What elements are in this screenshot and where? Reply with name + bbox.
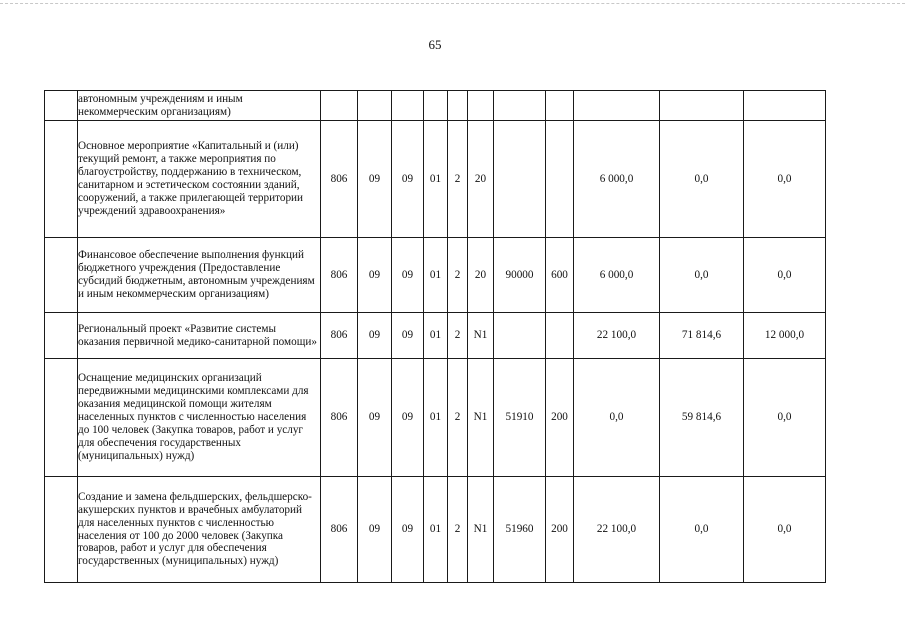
description-cell: Оснащение медицинских организаций передвижными медицинскими комплексами для оказания медицинской помощи жителям населенных пунктов с численностью населения до 100 человек (Закупка товаров, работ и услуг для обеспечения государственных (муниципальных) нужд) <box>78 359 321 477</box>
expense-type-cell <box>546 121 574 238</box>
blank-cell <box>45 477 78 583</box>
direction-code-cell: 51910 <box>494 359 546 477</box>
table-row <box>45 91 826 121</box>
blank-cell <box>45 91 78 121</box>
table-row <box>45 477 826 583</box>
amount-2019-cell: 22 100,0 <box>574 477 660 583</box>
scan-top-edge <box>0 3 905 4</box>
description-cell: Создание и замена фельдшерских, фельдшерско-акушерских пунктов и врачебных амбулаторий для населенных пунктов с численностью населения от 100 до 2000 человек (Закупка товаров, работ и услуг для обеспечения государственных (муниципальных) нужд) <box>78 477 321 583</box>
amount-2019-cell: 6 000,0 <box>574 238 660 313</box>
amount-2020-cell: 59 814,6 <box>660 359 744 477</box>
grbs-cell: 806 <box>321 313 358 359</box>
description-cell: Финансовое обеспечение выполнения функций бюджетного учреждения (Предоставление субсидий бюджетным, автономным учреждениям и иным некоммерческим организациям) <box>78 238 321 313</box>
table-row <box>45 313 826 359</box>
section-cell: 09 <box>358 313 392 359</box>
expense-type-cell: 600 <box>546 238 574 313</box>
expense-type-cell <box>546 313 574 359</box>
main-activity-cell: N1 <box>468 313 494 359</box>
direction-code-cell <box>494 313 546 359</box>
section-cell: 09 <box>358 238 392 313</box>
direction-code-cell: 90000 <box>494 238 546 313</box>
expense-type-cell: 200 <box>546 359 574 477</box>
main-activity-cell: 20 <box>468 121 494 238</box>
amount-2020-cell: 71 814,6 <box>660 313 744 359</box>
page-number: 65 <box>428 37 442 52</box>
amount-2019-cell <box>574 91 660 121</box>
main-activity-cell: N1 <box>468 359 494 477</box>
amount-2020-cell: 0,0 <box>660 477 744 583</box>
amount-2021-cell: 0,0 <box>744 359 826 477</box>
amount-2021-cell: 0,0 <box>744 477 826 583</box>
subsection-cell: 09 <box>392 313 424 359</box>
direction-code-cell: 51960 <box>494 477 546 583</box>
blank-cell <box>45 359 78 477</box>
amount-2021-cell: 12 000,0 <box>744 313 826 359</box>
direction-code-cell <box>494 91 546 121</box>
table-row <box>45 238 826 313</box>
main-activity-cell <box>468 91 494 121</box>
amount-2021-cell: 0,0 <box>744 238 826 313</box>
expense-type-cell: 200 <box>546 477 574 583</box>
target-program-cell: 01 <box>424 477 448 583</box>
amount-2019-cell: 0,0 <box>574 359 660 477</box>
amount-2021-cell: 0,0 <box>744 121 826 238</box>
amount-2019-cell: 22 100,0 <box>574 313 660 359</box>
main-activity-cell: 20 <box>468 238 494 313</box>
table-row <box>45 121 826 238</box>
section-cell: 09 <box>358 477 392 583</box>
description-cell: Основное мероприятие «Капитальный и (или) текущий ремонт, а также мероприятия по благоустройству, поддержанию в техническом, санитарном и эстетическом состоянии зданий, сооружений, а также прилегающей территории учреждений здравоохранения» <box>78 121 321 238</box>
subsection-cell: 09 <box>392 477 424 583</box>
main-activity-cell: N1 <box>468 477 494 583</box>
blank-cell <box>45 313 78 359</box>
subprogram-cell: 2 <box>448 359 468 477</box>
blank-cell <box>45 238 78 313</box>
target-program-cell: 01 <box>424 313 448 359</box>
subprogram-cell: 2 <box>448 121 468 238</box>
subsection-cell: 09 <box>392 238 424 313</box>
expense-type-cell <box>546 91 574 121</box>
subprogram-cell: 2 <box>448 238 468 313</box>
subprogram-cell: 2 <box>448 477 468 583</box>
target-program-cell: 01 <box>424 238 448 313</box>
section-cell: 09 <box>358 359 392 477</box>
target-program-cell: 01 <box>424 359 448 477</box>
subprogram-cell: 2 <box>448 313 468 359</box>
amount-2021-cell <box>744 91 826 121</box>
grbs-cell: 806 <box>321 359 358 477</box>
description-cell: автономным учреждениям и иным некоммерческим организациям) <box>78 91 321 121</box>
grbs-cell: 806 <box>321 477 358 583</box>
subsection-cell <box>392 91 424 121</box>
amount-2020-cell: 0,0 <box>660 238 744 313</box>
grbs-cell <box>321 91 358 121</box>
section-cell: 09 <box>358 121 392 238</box>
grbs-cell: 806 <box>321 238 358 313</box>
description-cell: Региональный проект «Развитие системы оказания первичной медико-санитарной помощи» <box>78 313 321 359</box>
grbs-cell: 806 <box>321 121 358 238</box>
table-row <box>45 359 826 477</box>
direction-code-cell <box>494 121 546 238</box>
subprogram-cell <box>448 91 468 121</box>
amount-2020-cell <box>660 91 744 121</box>
blank-cell <box>45 121 78 238</box>
amount-2019-cell: 6 000,0 <box>574 121 660 238</box>
amount-2020-cell: 0,0 <box>660 121 744 238</box>
target-program-cell: 01 <box>424 121 448 238</box>
target-program-cell <box>424 91 448 121</box>
subsection-cell: 09 <box>392 359 424 477</box>
section-cell <box>358 91 392 121</box>
budget-table <box>44 90 826 583</box>
subsection-cell: 09 <box>392 121 424 238</box>
